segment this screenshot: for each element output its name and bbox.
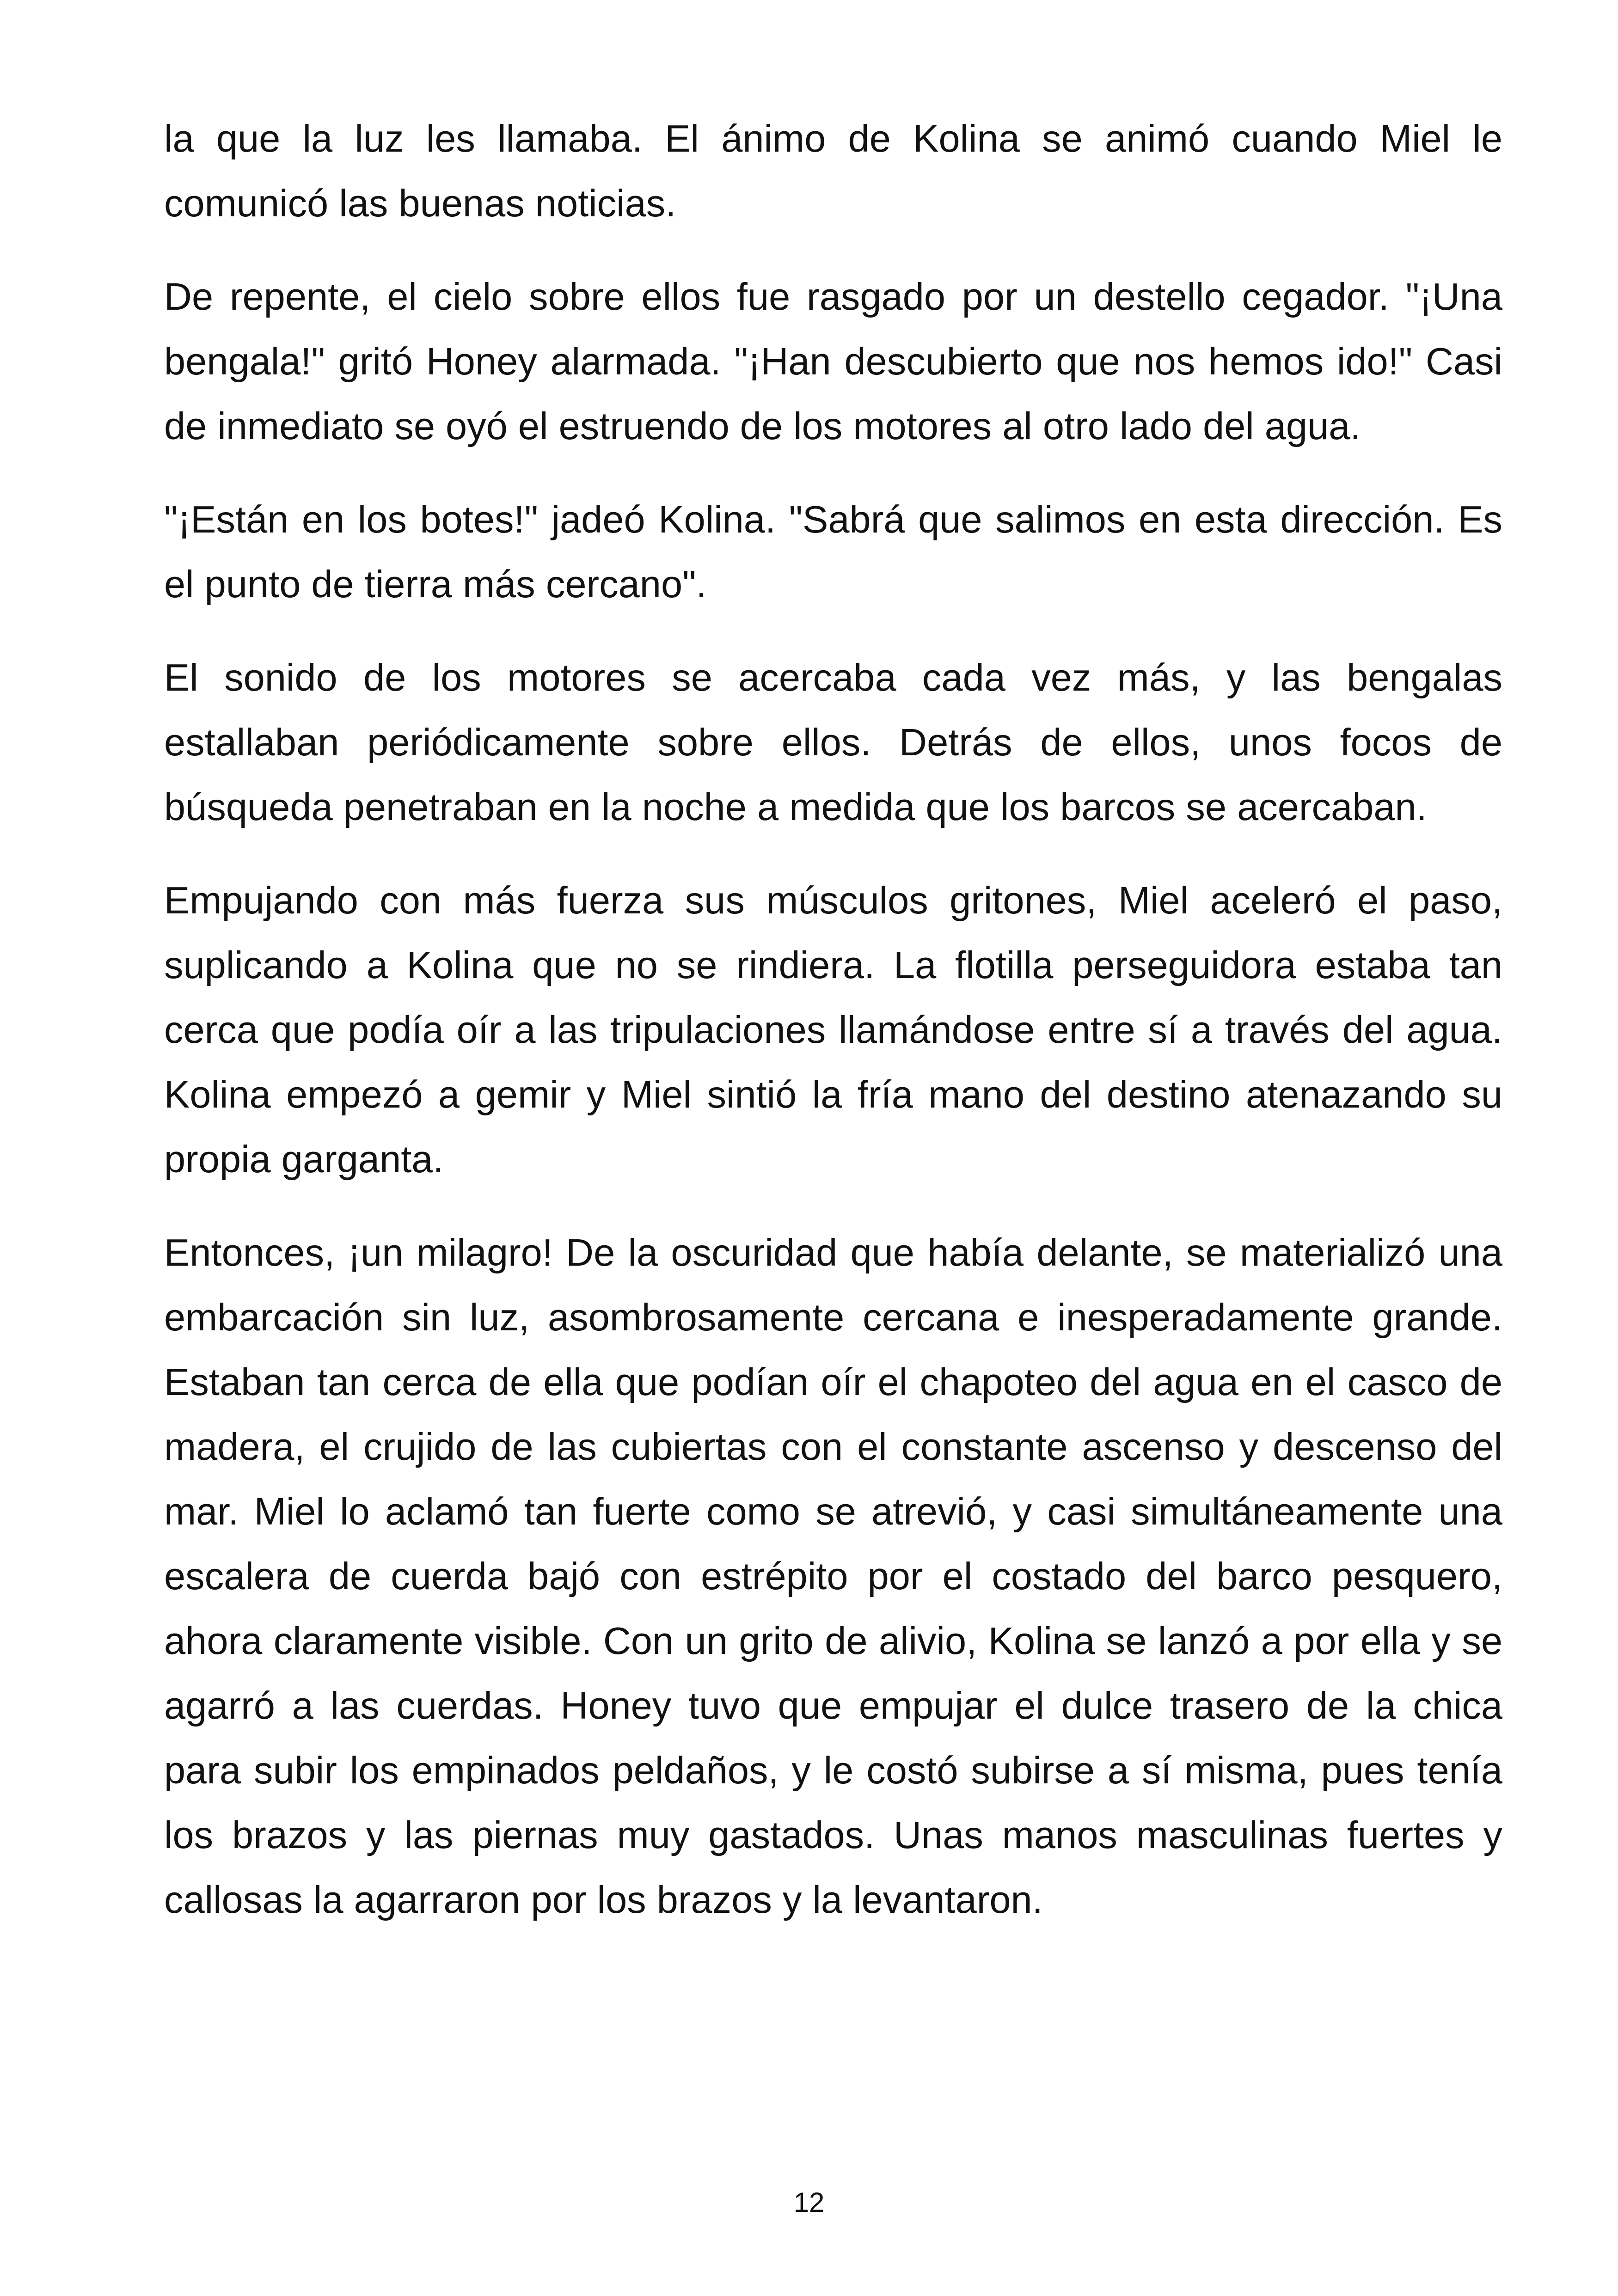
paragraph-3: "¡Están en los botes!" jadeó Kolina. "Sabrá que salimos en esta dirección. Es el punto de tierra más cercano". xyxy=(164,498,1502,606)
paragraph-4: El sonido de los motores se acercaba cada vez más, y las bengalas estallaban periódicamente sobre ellos. Detrás de ellos, unos focos de búsqueda penetraban en la noche a medida que los barcos se acercaban. xyxy=(164,656,1502,828)
paragraph-2: De repente, el cielo sobre ellos fue rasgado por un destello cegador. "¡Una bengala!" gritó Honey alarmada. "¡Han descubierto que nos hemos ido!" Casi de inmediato se oyó el estruendo de los motores al otro lado del agua. xyxy=(164,275,1502,447)
page-number: 12 xyxy=(793,2187,825,2218)
paragraph-1: la que la luz les llamaba. El ánimo de Kolina se animó cuando Miel le comunicó las buenas noticias. xyxy=(164,117,1502,225)
body-text xyxy=(164,106,1502,1961)
paragraph-6: Entonces, ¡un milagro! De la oscuridad que había delante, se materializó una embarcación sin luz, asombrosamente cercana e inesperadamente grande. Estaban tan cerca de ella que podían oír el chapoteo del agua en el casco de madera, el crujido de las cubiertas con el constante ascenso y descenso del mar. Miel lo aclamó tan fuerte como se atrevió, y casi simultáneamente una escalera de cuerda bajó con estrépito por el costado del barco pesquero, ahora claramente visible. Con un grito de alivio, Kolina se lanzó a por ella y se agarró a las cuerdas. Honey tuvo que empujar el dulce trasero de la chica para subir los empinados peldaños, y le costó subirse a sí misma, pues tenía los brazos y las piernas muy gastados. Unas manos masculinas fuertes y callosas la agarraron por los brazos y la levantaron. xyxy=(164,1231,1502,1921)
paragraph-5: Empujando con más fuerza sus músculos gritones, Miel aceleró el paso, suplicando a Kolina que no se rindiera. La flotilla perseguidora estaba tan cerca que podía oír a las tripulaciones llamándose entre sí a través del agua. Kolina empezó a gemir y Miel sintió la fría mano del destino atenazando su propia garganta. xyxy=(164,879,1502,1181)
